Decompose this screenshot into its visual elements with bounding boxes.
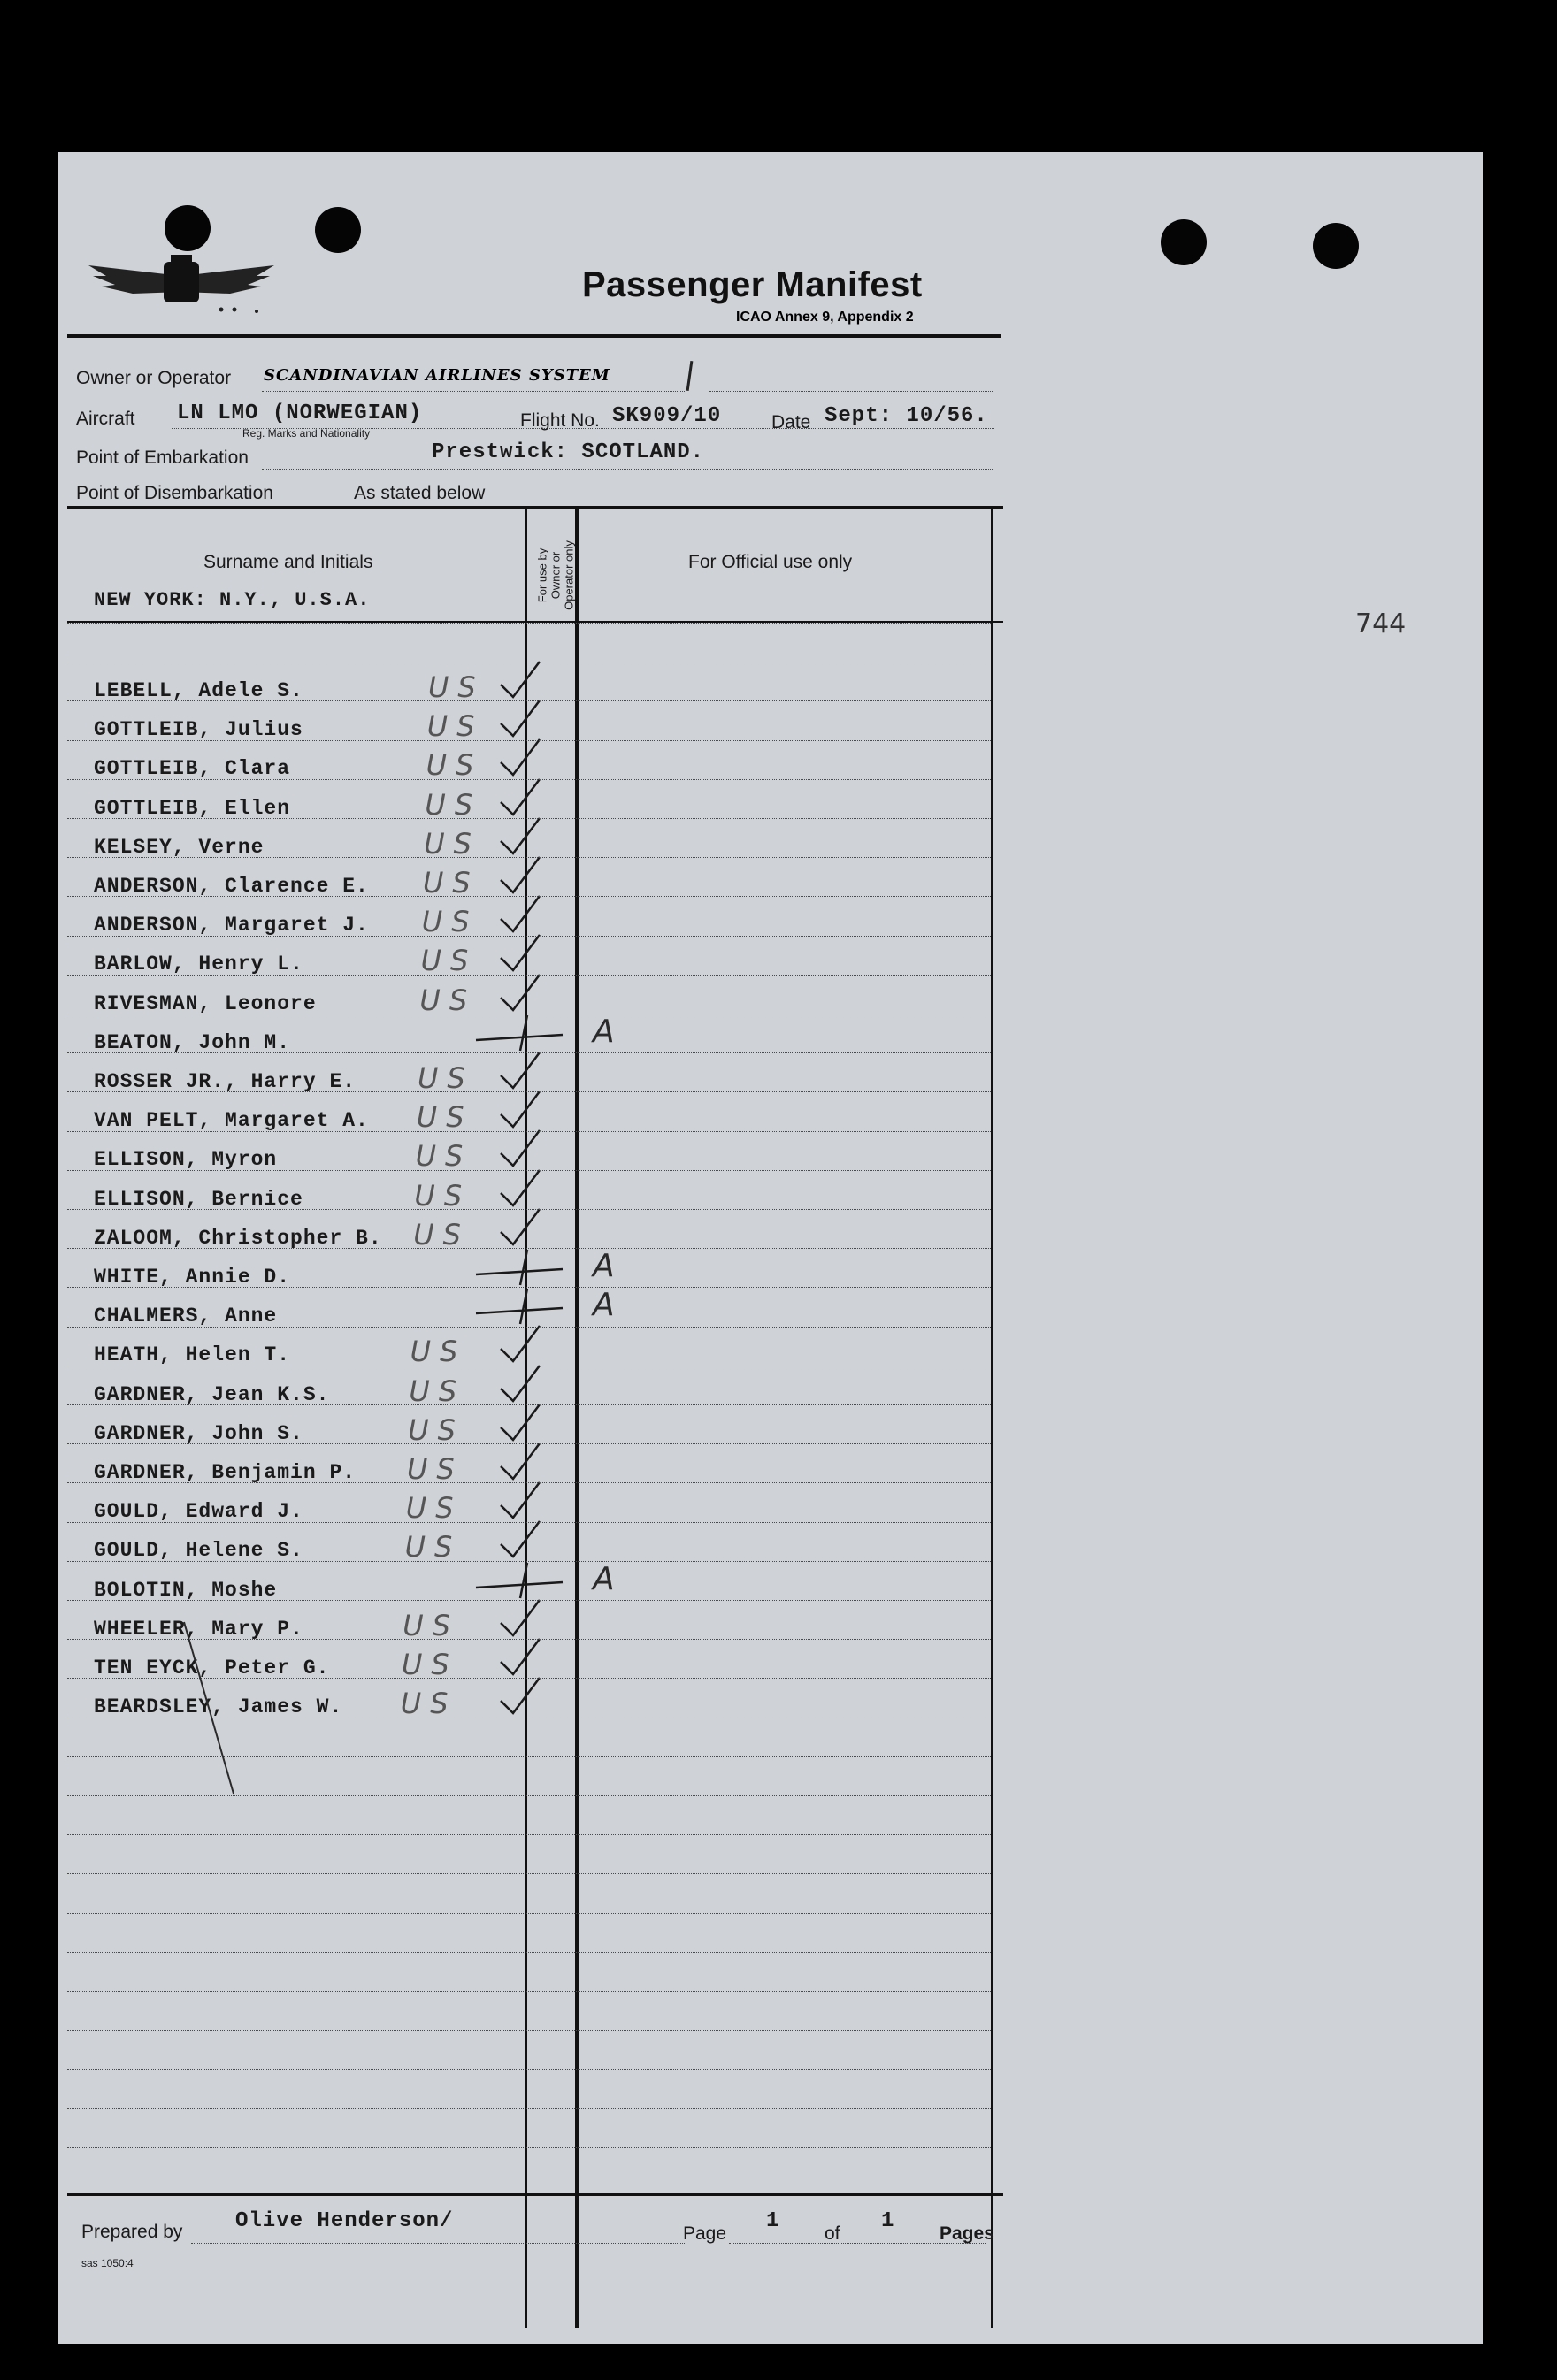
passenger-name: GOTTLEIB, Ellen — [94, 796, 291, 820]
row-line — [67, 2030, 991, 2031]
surname-column-header: Surname and Initials — [203, 552, 373, 572]
pages-label: Pages — [940, 2223, 994, 2244]
passenger-name: TEN EYCK, Peter G. — [94, 1657, 330, 1680]
airline-wings-logo-icon — [80, 249, 283, 320]
embark-value: Prestwick: SCOTLAND. — [432, 440, 705, 464]
nationality-mark: US — [413, 1217, 470, 1251]
nationality-mark: US — [421, 905, 479, 939]
page-subtitle: ICAO Annex 9, Appendix 2 — [736, 310, 914, 325]
prepared-by-value: Olive Henderson/ — [235, 2209, 454, 2233]
of-value: 1 — [881, 2209, 895, 2233]
check-mark-icon — [494, 1322, 547, 1366]
date-value: Sept: 10/56. — [825, 404, 988, 428]
row-line — [67, 1248, 991, 1249]
nationality-mark: US — [418, 1061, 474, 1095]
check-mark-icon — [474, 1283, 571, 1328]
row-line — [67, 1052, 991, 1053]
row-line — [67, 896, 991, 897]
nationality-mark: US — [405, 1491, 463, 1526]
row-line — [67, 1482, 991, 1483]
row-line — [67, 740, 991, 741]
aircraft-sublabel: Reg. Marks and Nationality — [242, 427, 371, 440]
passenger-name: WHITE, Annie D. — [94, 1266, 291, 1289]
check-mark-icon — [494, 1127, 547, 1171]
passenger-name: GOULD, Edward J. — [94, 1500, 303, 1524]
passenger-name: WHEELER, Mary P. — [94, 1617, 303, 1641]
check-mark-icon — [474, 1557, 571, 1602]
passenger-name: GARDNER, John S. — [94, 1421, 303, 1445]
check-mark-icon — [494, 1596, 547, 1641]
passenger-name: ANDERSON, Margaret J. — [94, 914, 369, 937]
nationality-mark: US — [416, 1100, 473, 1135]
passenger-name: ROSSER JR., Harry E. — [94, 1070, 357, 1093]
passenger-name: BARLOW, Henry L. — [94, 953, 303, 976]
nationality-mark: US — [402, 1648, 458, 1681]
diagonal-pen-mark — [182, 1620, 235, 1797]
prepared-line — [191, 2243, 686, 2244]
page-line — [729, 2243, 986, 2244]
passenger-name: BEARDSLEY, James W. — [94, 1695, 343, 1719]
check-mark-icon — [494, 1635, 547, 1680]
page-label: Page — [683, 2223, 727, 2244]
nationality-mark: US — [410, 1335, 467, 1369]
row-line — [67, 1913, 991, 1914]
row-line — [67, 1522, 991, 1523]
owner-value: SCANDINAVIAN AIRLINES SYSTEM — [264, 366, 610, 385]
row-line — [67, 623, 991, 624]
passenger-name: ELLISON, Myron — [94, 1148, 278, 1172]
row-line — [67, 1404, 991, 1405]
nationality-mark: US — [425, 787, 482, 822]
owner-separator — [686, 361, 694, 391]
embark-line — [262, 469, 993, 470]
row-line — [67, 2069, 991, 2070]
owner-use-column-header: For use by Owner or Operator only — [535, 540, 576, 610]
row-line — [67, 1131, 991, 1132]
nationality-mark: US — [409, 1374, 466, 1408]
passenger-name: ANDERSON, Clarence E. — [94, 875, 369, 898]
check-mark-icon — [494, 971, 547, 1015]
aircraft-label: Aircraft — [76, 409, 135, 429]
nationality-mark: US — [428, 670, 485, 704]
passenger-name: LEBELL, Adele S. — [94, 679, 303, 702]
aircraft-value: LN LMO (NORWEGIAN) — [177, 402, 423, 425]
row-line — [67, 818, 991, 819]
passenger-name: BOLOTIN, Moshe — [94, 1578, 278, 1602]
manifest-sheet — [58, 152, 1483, 2344]
check-mark-icon — [494, 658, 547, 702]
check-mark-icon — [494, 776, 547, 820]
nationality-mark: US — [408, 1412, 464, 1447]
passenger-name: GOULD, Helene S. — [94, 1539, 303, 1563]
passenger-name: GARDNER, Jean K.S. — [94, 1382, 330, 1406]
official-use-column-header: For Official use only — [688, 552, 853, 572]
passenger-name: CHALMERS, Anne — [94, 1305, 278, 1328]
passenger-name: GOTTLEIB, Julius — [94, 718, 303, 742]
embark-label: Point of Embarkation — [76, 448, 249, 468]
row-line — [67, 1952, 991, 1953]
nationality-mark: US — [419, 983, 477, 1017]
check-mark-icon — [494, 931, 547, 976]
check-mark-icon — [494, 1167, 547, 1211]
row-line — [67, 700, 991, 701]
check-mark-icon — [494, 1518, 547, 1562]
row-line — [67, 1091, 991, 1092]
row-line — [67, 1327, 991, 1328]
row-line — [67, 2108, 991, 2109]
check-mark-icon — [494, 1088, 547, 1132]
row-line — [67, 779, 991, 780]
check-mark-icon — [494, 853, 547, 898]
passenger-name: GARDNER, Benjamin P. — [94, 1461, 357, 1484]
passenger-name: ZALOOM, Christopher B. — [94, 1226, 382, 1250]
destination: NEW YORK: N.Y., U.S.A. — [94, 589, 371, 611]
passenger-name: BEATON, John M. — [94, 1030, 291, 1054]
punch-hole — [1161, 219, 1207, 265]
check-mark-icon — [494, 892, 547, 937]
nationality-mark: US — [403, 1608, 459, 1642]
check-mark-icon — [494, 1049, 547, 1093]
row-line — [67, 1834, 991, 1835]
form-number: sas 1050:4 — [81, 2257, 134, 2269]
owner-label: Owner or Operator — [76, 368, 232, 388]
row-line — [67, 2147, 991, 2148]
passenger-name: ELLISON, Bernice — [94, 1187, 303, 1211]
annotation-mark: A — [593, 1560, 615, 1597]
check-mark-icon — [474, 1010, 571, 1054]
table-top-rule — [67, 506, 1003, 509]
row-line — [67, 1170, 991, 1171]
page-title: Passenger Manifest — [582, 265, 923, 304]
aircraft-line — [172, 428, 994, 429]
header-rule — [67, 334, 1001, 338]
annotation-mark: A — [593, 1013, 615, 1050]
check-mark-icon — [494, 1440, 547, 1484]
passenger-name: GOTTLEIB, Clara — [94, 757, 291, 781]
row-line — [67, 1600, 991, 1601]
nationality-mark: US — [400, 1687, 457, 1721]
nationality-mark: US — [404, 1530, 462, 1565]
disembark-label: Point of Disembarkation — [76, 483, 273, 503]
row-line — [67, 936, 991, 937]
check-mark-icon — [474, 1244, 571, 1289]
passenger-name: KELSEY, Verne — [94, 835, 265, 859]
side-number: 744 — [1355, 608, 1407, 639]
passenger-name: VAN PELT, Margaret A. — [94, 1109, 369, 1133]
nationality-mark: US — [415, 1139, 472, 1174]
row-line — [67, 975, 991, 976]
row-line — [67, 1209, 991, 1210]
punch-hole — [1313, 223, 1359, 269]
check-mark-icon — [494, 1362, 547, 1406]
check-mark-icon — [494, 736, 547, 780]
owner-line-right — [709, 391, 993, 392]
annotation-mark: A — [593, 1248, 615, 1284]
flight-label: Flight No. — [520, 410, 600, 431]
check-mark-icon — [494, 697, 547, 741]
row-line — [67, 1287, 991, 1288]
table-bottom-rule — [67, 2193, 1003, 2196]
owner-line — [262, 391, 686, 392]
nationality-mark: US — [424, 826, 480, 861]
flight-value: SK909/10 — [612, 404, 722, 428]
row-line — [67, 1991, 991, 1992]
row-line — [67, 1443, 991, 1444]
nationality-mark: US — [423, 866, 479, 899]
nationality-mark: US — [420, 944, 478, 978]
passenger-name: HEATH, Helen T. — [94, 1343, 291, 1367]
prepared-by-label: Prepared by — [81, 2222, 183, 2242]
of-label: of — [825, 2223, 840, 2244]
check-mark-icon — [494, 1205, 547, 1250]
disembark-value: As stated below — [354, 483, 486, 503]
passenger-name: RIVESMAN, Leonore — [94, 991, 317, 1015]
punch-hole — [165, 205, 211, 251]
page-value: 1 — [766, 2209, 780, 2233]
date-label: Date — [771, 412, 811, 432]
punch-hole — [315, 207, 361, 253]
row-line — [67, 1873, 991, 1874]
nationality-mark: US — [426, 748, 483, 783]
nationality-mark: US — [414, 1178, 472, 1213]
check-mark-icon — [494, 815, 547, 859]
row-line — [67, 1561, 991, 1562]
nationality-mark: US — [407, 1452, 464, 1486]
row-line — [67, 857, 991, 858]
check-mark-icon — [494, 1479, 547, 1523]
annotation-mark: A — [593, 1287, 615, 1324]
check-mark-icon — [494, 1401, 547, 1445]
nationality-mark: US — [426, 709, 484, 744]
check-mark-icon — [494, 1674, 547, 1718]
table-right-border — [991, 506, 993, 2328]
